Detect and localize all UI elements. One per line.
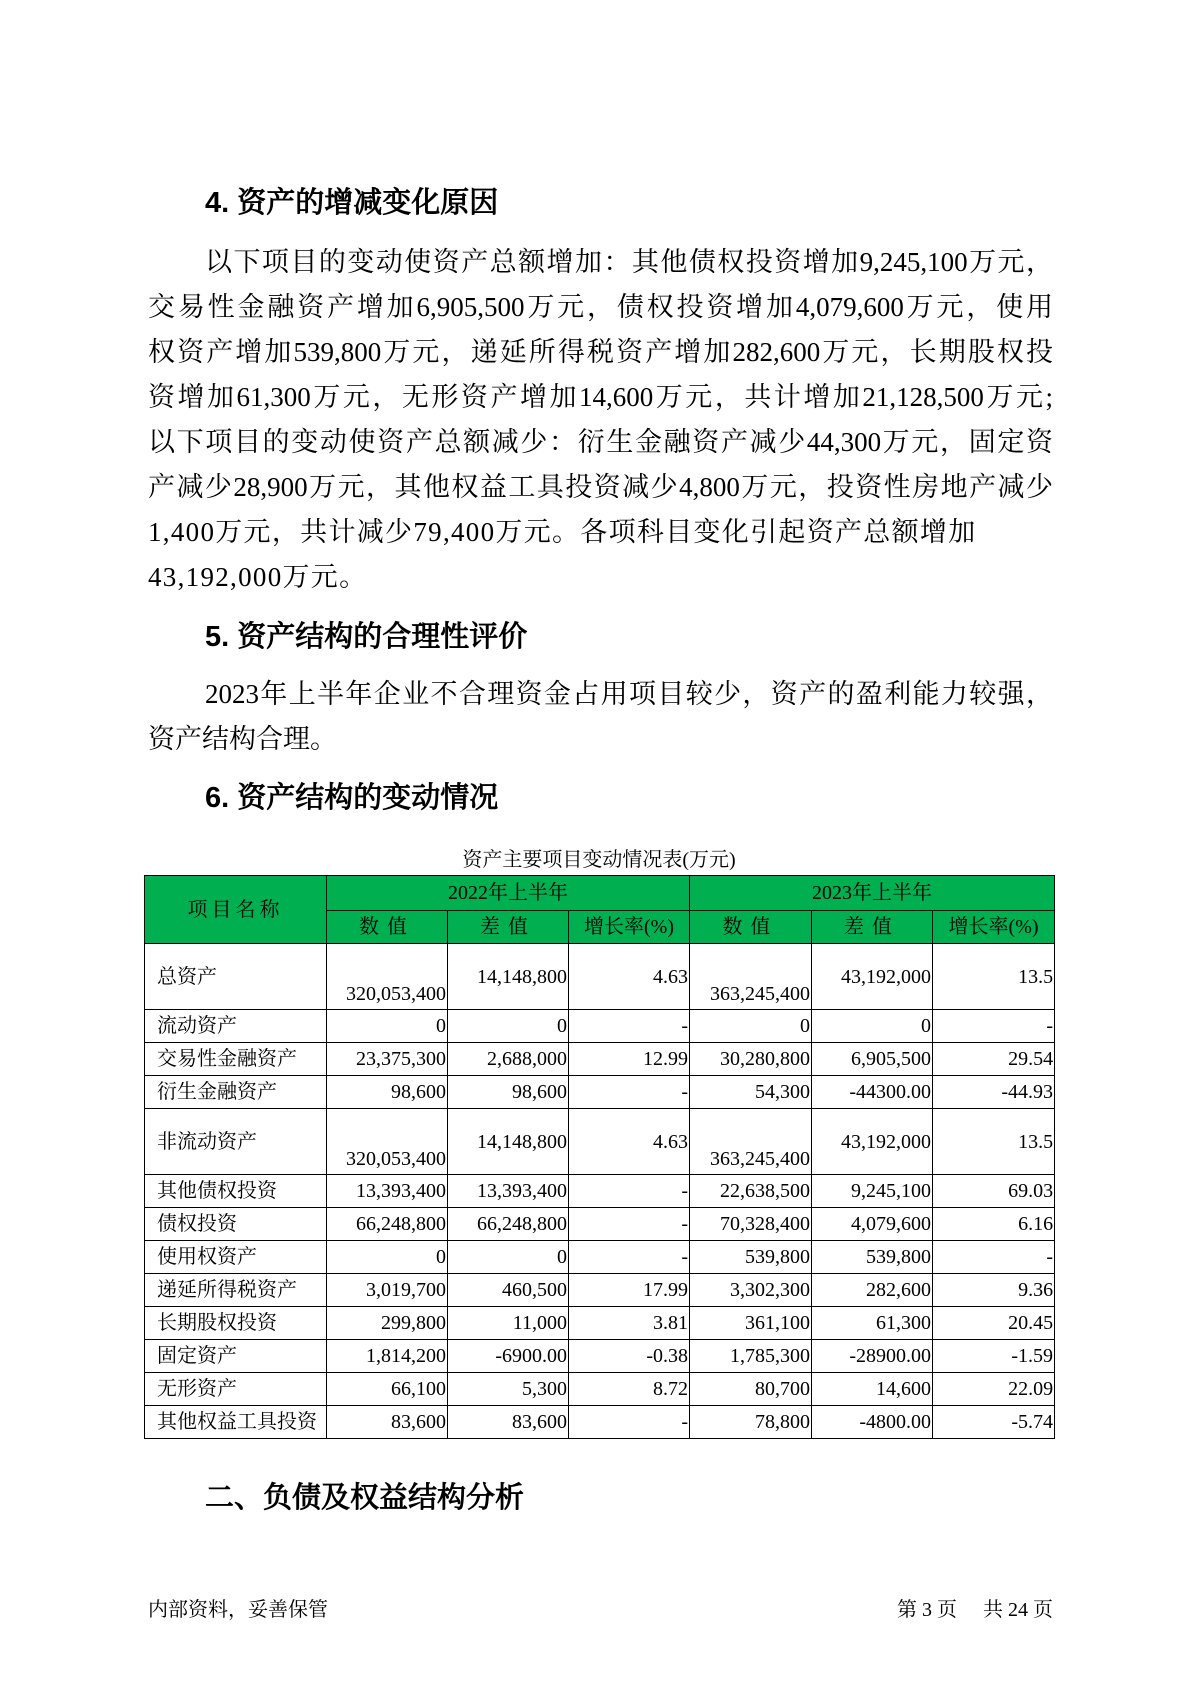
paragraph-line: 2023年上半年企业不合理资金占用项目较少，资产的盈利能力较强， (205, 679, 1053, 709)
value-cell: 11,000 (448, 1307, 569, 1340)
table-row (145, 944, 1055, 1010)
paragraph-line: 以下项目的变动使资产总额增加：其他债权投资增加9,245,100万元， (205, 247, 1053, 277)
table-row (145, 1307, 1055, 1340)
row-label: 流动资产 (145, 1010, 327, 1043)
value-cell: 361,100 (690, 1307, 812, 1340)
asset-change-paragraph (148, 240, 1053, 600)
table-row (145, 1043, 1055, 1076)
value-cell: 363,245,400 (690, 944, 812, 1010)
value-cell: - (569, 1076, 690, 1109)
value-cell: 66,248,800 (448, 1208, 569, 1241)
value-cell: 22,638,500 (690, 1175, 812, 1208)
value-cell: 69.03 (933, 1175, 1055, 1208)
value-cell: 9.36 (933, 1274, 1055, 1307)
value-cell: 20.45 (933, 1307, 1055, 1340)
value-cell: 460,500 (448, 1274, 569, 1307)
table-row (145, 1406, 1055, 1439)
row-label: 固定资产 (145, 1340, 327, 1373)
value-cell: 78,800 (690, 1406, 812, 1439)
value-cell: 80,700 (690, 1373, 812, 1406)
value-cell: 13.5 (933, 1109, 1055, 1175)
table-row (145, 1241, 1055, 1274)
table-row (145, 1010, 1055, 1043)
value-cell: 83,600 (327, 1406, 448, 1439)
value-cell: 66,100 (327, 1373, 448, 1406)
value-cell: - (569, 1010, 690, 1043)
value-cell: 29.54 (933, 1043, 1055, 1076)
value-cell: 14,600 (812, 1373, 933, 1406)
table-row (145, 1076, 1055, 1109)
paragraph-line: 产减少28,900万元，其他权益工具投资减少4,800万元，投资性房地产减少 (148, 472, 1053, 502)
value-cell: 14,148,800 (448, 944, 569, 1010)
value-cell: 23,375,300 (327, 1043, 448, 1076)
value-cell: -44.93 (933, 1076, 1055, 1109)
value-cell: 13,393,400 (448, 1175, 569, 1208)
value-cell: 14,148,800 (448, 1109, 569, 1175)
row-label: 递延所得税资产 (145, 1274, 327, 1307)
value-cell: 539,800 (812, 1241, 933, 1274)
value-cell: 3.81 (569, 1307, 690, 1340)
value-cell: 0 (448, 1241, 569, 1274)
value-cell: 320,053,400 (327, 944, 448, 1010)
table-row (145, 1373, 1055, 1406)
row-label: 使用权资产 (145, 1241, 327, 1274)
row-label: 总资产 (145, 944, 327, 1010)
value-cell: -1.59 (933, 1340, 1055, 1373)
value-cell: -4800.00 (812, 1406, 933, 1439)
footer-note: 内部资料，妥善保管 (148, 1599, 328, 1621)
row-label: 无形资产 (145, 1373, 327, 1406)
page-footer (148, 1596, 1053, 1624)
value-cell: 13,393,400 (327, 1175, 448, 1208)
value-cell: 13.5 (933, 944, 1055, 1010)
table-caption: 资产主要项目变动情况表(万元) (462, 849, 736, 871)
value-cell: 30,280,800 (690, 1043, 812, 1076)
value-cell: 98,600 (327, 1076, 448, 1109)
paragraph-line: 43,192,000万元。 (148, 562, 368, 592)
header-group-2023: 2023年上半年 (690, 876, 1055, 911)
table-body (145, 944, 1055, 1439)
table-row (145, 1175, 1055, 1208)
page-number (897, 1596, 1053, 1624)
row-label: 其他权益工具投资 (145, 1406, 327, 1439)
header-value-2023: 数值 (690, 911, 812, 944)
value-cell: -5.74 (933, 1406, 1055, 1439)
row-label: 长期股权投资 (145, 1307, 327, 1340)
paragraph-line: 以下项目的变动使资产总额减少：衍生金融资产减少44,300万元，固定资 (148, 427, 1053, 457)
header-group-2022: 2022年上半年 (327, 876, 690, 911)
value-cell: 2,688,000 (448, 1043, 569, 1076)
asset-structure-paragraph (148, 672, 1053, 762)
value-cell: - (569, 1175, 690, 1208)
table-row (145, 1274, 1055, 1307)
value-cell: 299,800 (327, 1307, 448, 1340)
row-label: 债权投资 (145, 1208, 327, 1241)
row-label: 其他债权投资 (145, 1175, 327, 1208)
value-cell: 22.09 (933, 1373, 1055, 1406)
value-cell: 4,079,600 (812, 1208, 933, 1241)
value-cell: 0 (327, 1241, 448, 1274)
paragraph-line: 1,400万元，共计减少79,400万元。各项科目变化引起资产总额增加 (148, 517, 977, 547)
value-cell: 363,245,400 (690, 1109, 812, 1175)
table-header-row (145, 876, 1055, 911)
asset-change-table (144, 875, 1055, 1439)
value-cell: 0 (690, 1010, 812, 1043)
value-cell: 70,328,400 (690, 1208, 812, 1241)
section-heading-liabilities: 二、负债及权益结构分析 (205, 1482, 525, 1514)
value-cell: - (569, 1208, 690, 1241)
value-cell: - (933, 1010, 1055, 1043)
page-current: 第 3 页 (897, 1599, 957, 1621)
value-cell: 0 (327, 1010, 448, 1043)
value-cell: 17.99 (569, 1274, 690, 1307)
paragraph-line: 资增加61,300万元，无形资产增加14,600万元，共计增加21,128,500万元; (148, 382, 1053, 412)
value-cell: 0 (448, 1010, 569, 1043)
value-cell: -44300.00 (812, 1076, 933, 1109)
row-label: 非流动资产 (145, 1109, 327, 1175)
value-cell: 6,905,500 (812, 1043, 933, 1076)
value-cell: 1,785,300 (690, 1340, 812, 1373)
header-diff-2023: 差值 (812, 911, 933, 944)
value-cell: 4.63 (569, 944, 690, 1010)
value-cell: - (933, 1241, 1055, 1274)
value-cell: 6.16 (933, 1208, 1055, 1241)
value-cell: 66,248,800 (327, 1208, 448, 1241)
section-heading-4: 4. 资产的增减变化原因 (205, 187, 499, 219)
paragraph-line: 资产结构合理。 (148, 724, 337, 754)
value-cell: -6900.00 (448, 1340, 569, 1373)
value-cell: 8.72 (569, 1373, 690, 1406)
table-row (145, 1208, 1055, 1241)
value-cell: 5,300 (448, 1373, 569, 1406)
row-label: 衍生金融资产 (145, 1076, 327, 1109)
value-cell: 12.99 (569, 1043, 690, 1076)
value-cell: -0.38 (569, 1340, 690, 1373)
value-cell: 61,300 (812, 1307, 933, 1340)
value-cell: 43,192,000 (812, 1109, 933, 1175)
value-cell: 539,800 (690, 1241, 812, 1274)
header-value-2022: 数值 (327, 911, 448, 944)
header-growth-2023: 增长率(%) (933, 911, 1055, 944)
paragraph-line: 权资产增加539,800万元，递延所得税资产增加282,600万元，长期股权投 (148, 337, 1053, 367)
header-item-name: 项目名称 (145, 876, 327, 944)
value-cell: 4.63 (569, 1109, 690, 1175)
table-row (145, 1340, 1055, 1373)
header-diff-2022: 差值 (448, 911, 569, 944)
value-cell: 320,053,400 (327, 1109, 448, 1175)
header-growth-2022: 增长率(%) (569, 911, 690, 944)
row-label: 交易性金融资产 (145, 1043, 327, 1076)
value-cell: - (569, 1241, 690, 1274)
page-total: 共 24 页 (983, 1599, 1053, 1621)
paragraph-line: 交易性金融资产增加6,905,500万元，债权投资增加4,079,600万元，使用 (148, 292, 1053, 322)
section-heading-5: 5. 资产结构的合理性评价 (205, 621, 528, 653)
value-cell: 83,600 (448, 1406, 569, 1439)
table-row (145, 1109, 1055, 1175)
value-cell: 0 (812, 1010, 933, 1043)
value-cell: 9,245,100 (812, 1175, 933, 1208)
value-cell: - (569, 1406, 690, 1439)
value-cell: 43,192,000 (812, 944, 933, 1010)
value-cell: -28900.00 (812, 1340, 933, 1373)
value-cell: 3,019,700 (327, 1274, 448, 1307)
value-cell: 282,600 (812, 1274, 933, 1307)
value-cell: 3,302,300 (690, 1274, 812, 1307)
value-cell: 1,814,200 (327, 1340, 448, 1373)
section-heading-6: 6. 资产结构的变动情况 (205, 782, 499, 814)
value-cell: 54,300 (690, 1076, 812, 1109)
value-cell: 98,600 (448, 1076, 569, 1109)
